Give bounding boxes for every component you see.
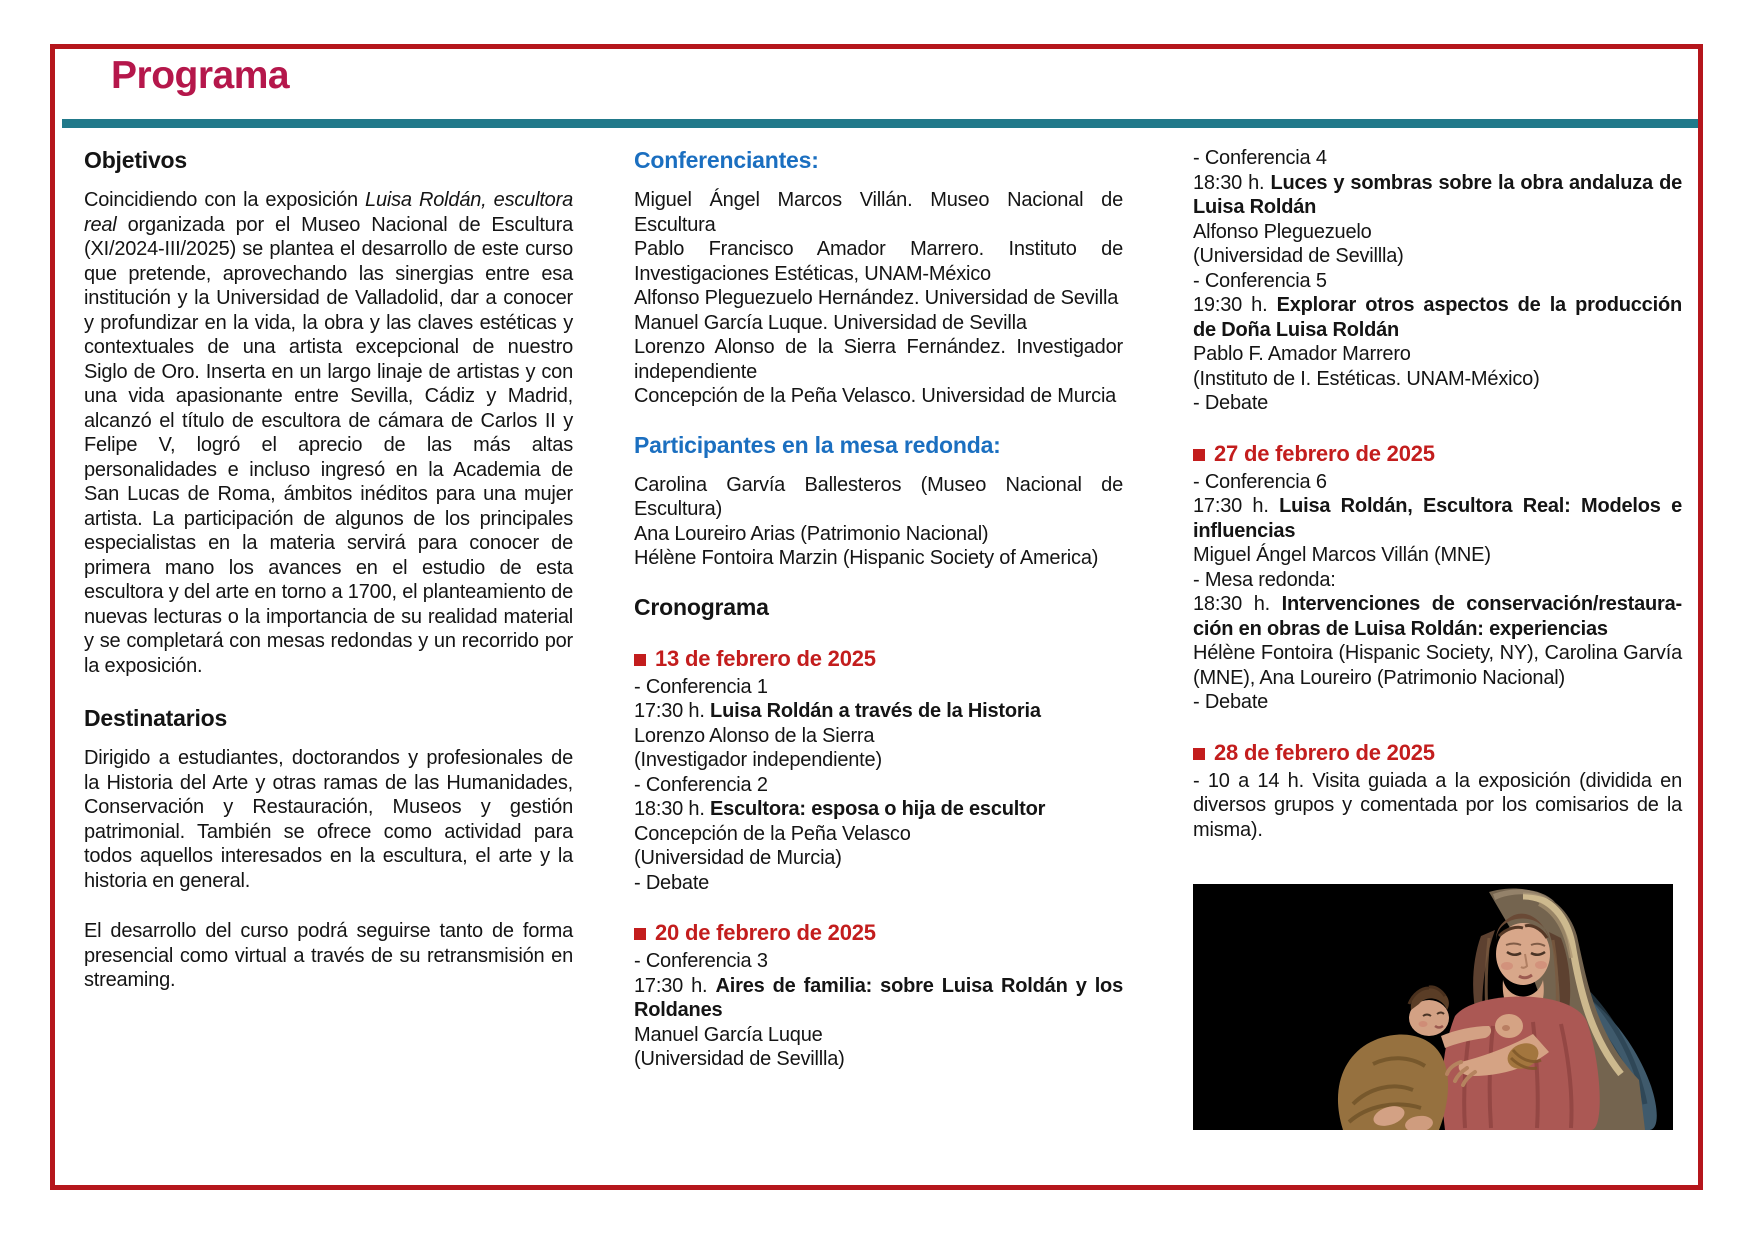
- schedule-line: [1193, 592, 1682, 641]
- section-heading-blue: Participantes en la mesa redonda:: [634, 431, 1001, 458]
- schedule-line: [634, 797, 1123, 822]
- text: (Instituto de I. Estéticas. UNAM-México): [1193, 367, 1540, 390]
- text: 18:30 h.: [1193, 171, 1271, 194]
- speaker-entry: Pablo Francisco Amador Marrero. Instituto de Investigaciones Estéticas, UNAM-México: [634, 238, 1123, 285]
- bold-text: Luces y sombras sobre la obra andaluza de Luisa Roldán: [1193, 171, 1683, 218]
- schedule-line: [1193, 494, 1682, 543]
- text: 17:30 h.: [634, 974, 716, 997]
- schedule-line: [1193, 244, 1682, 269]
- date-bullet-icon: [634, 654, 646, 666]
- schedule-line: [634, 675, 1123, 700]
- schedule-line: [1193, 220, 1682, 245]
- text: (Universidad de Sevillla): [634, 1048, 845, 1070]
- text: Alfonso Pleguezuelo: [1193, 220, 1372, 243]
- schedule-line: [634, 949, 1123, 974]
- text: 18:30 h.: [634, 798, 711, 820]
- schedule-line: [634, 871, 1123, 896]
- bold-text: Explorar otros aspectos de la producción de Doña Luisa Roldán: [1193, 294, 1682, 341]
- bold-text: Intervenciones de conservación/restaura-ción en obras de Luisa Roldán: experiencias: [1193, 593, 1683, 640]
- schedule-line: [634, 846, 1123, 871]
- schedule-line: [1193, 367, 1682, 392]
- schedule-line: [1193, 171, 1682, 220]
- text: 17:30 h.: [1193, 495, 1280, 517]
- section-heading-blue: Conferenciantes:: [634, 147, 819, 173]
- paragraph: [84, 919, 573, 993]
- column-objetivos: [84, 146, 573, 1019]
- speaker-entry: Manuel García Luque. Universidad de Sevilla: [634, 311, 1027, 334]
- section-heading: Objetivos: [84, 147, 188, 173]
- text: (Universidad de Murcia): [634, 847, 842, 869]
- date-bullet-icon: [634, 928, 646, 940]
- text: Manuel García Luque: [634, 1023, 823, 1046]
- schedule-line: [1193, 641, 1682, 690]
- date-bullet-icon: [1193, 449, 1205, 461]
- speaker-entry: Alfonso Pleguezuelo Hernández. Universidad de Sevilla: [634, 287, 1119, 309]
- speaker-entry: Hélène Fontoira Marzin (Hispanic Society of America): [634, 547, 1099, 569]
- text: Miguel Ángel Marcos Villán (MNE): [1193, 544, 1491, 566]
- schedule-line: [1193, 543, 1682, 568]
- text: Lorenzo Alonso de la Sierra: [634, 724, 875, 747]
- date-heading: 20 de febrero de 2025: [634, 919, 1123, 946]
- bold-text: Aires de familia: sobre Luisa Roldán y los Roldanes: [634, 974, 1123, 1021]
- text: - Conferencia 1: [634, 675, 768, 698]
- date-heading: 27 de febrero de 2025: [1193, 440, 1682, 467]
- schedule-line: [634, 1047, 1123, 1072]
- bold-text: Luisa Roldán a través de la Historia: [710, 700, 1041, 722]
- virgin-and-child-sculpture-photo: [1193, 884, 1673, 1130]
- date-heading: 28 de febrero de 2025: [1193, 739, 1682, 766]
- section-heading: Cronograma: [634, 593, 769, 620]
- bold-text: Escultora: esposa o hija de escultor: [710, 798, 1046, 820]
- text: - Debate: [1193, 392, 1269, 414]
- schedule-line: [1193, 391, 1682, 416]
- text: - Debate: [634, 871, 710, 894]
- text: - Conferencia 6: [1193, 470, 1327, 493]
- speaker-entry: Concepción de la Peña Velasco. Universidad de Murcia: [634, 385, 1117, 407]
- text: - Conferencia 3: [634, 950, 768, 972]
- schedule-line: [1193, 146, 1682, 171]
- column-cronograma-cont: [1193, 146, 1682, 842]
- schedule-line: [634, 822, 1123, 847]
- schedule-line: [1193, 568, 1682, 593]
- sculpture-illustration: [1193, 884, 1673, 1130]
- schedule-line: [634, 773, 1123, 798]
- text: organizada por el Museo Nacional de Escultura (XI/2024-III/2025) se plantea el desarrollo de este curso que pretende, aprovechando las sinergias entre esa institución y la Universidad de Valladolid, dar a conocer y profundizar en la vida, la obra y las claves estéticas y contextuales de una artista excepcional de nuestro Siglo de Oro. Inserta en un largo linaje de artistas y con una vida apasionante entre Sevilla, Cádiz y Madrid, alcanzó el título de escultora de cámara de Carlos II y Felipe V, logró el aprecio de las más altas personalidades e incluso ingresó en la Academia de San Lucas de Roma, ámbitos inéditos para una mujer artista. La participación de algunos de los principales especialistas en la materia servirá para conocer de primera mano los avances en el estudio de esta escultora y del arte en torno a 1700, el planteamiento de nuevas lecturas o la importancia de su realidad material y se completará con mesas redondas y un recorrido por la exposición.: [84, 213, 573, 677]
- speaker-entry: Carolina Garvía Ballesteros (Museo Nacional de Escultura): [634, 473, 1123, 520]
- date-bullet-icon: [1193, 748, 1205, 760]
- schedule-line: [1193, 769, 1682, 843]
- text: El desarrollo del curso podrá seguirse tanto de forma presencial como virtual a través de su retransmisión en streaming.: [84, 920, 573, 991]
- text: Coincidiendo con la exposición: [84, 189, 366, 211]
- page-title: Programa: [111, 54, 290, 97]
- text: (Investigador independiente): [634, 749, 882, 771]
- paragraph: [84, 746, 573, 893]
- schedule-line: [634, 748, 1123, 773]
- section-heading: Destinatarios: [84, 705, 228, 731]
- schedule-line: [1193, 342, 1682, 367]
- text: (Universidad de Sevillla): [1193, 245, 1404, 267]
- text: - Debate: [1193, 691, 1269, 713]
- schedule-line: [634, 974, 1123, 1023]
- text: - Conferencia 4: [1193, 147, 1327, 169]
- schedule-line: [1193, 690, 1682, 715]
- text: Concepción de la Peña Velasco: [634, 822, 911, 845]
- column-conferenciantes: [634, 146, 1123, 1072]
- text: 17:30 h.: [634, 700, 711, 722]
- date-heading: 13 de febrero de 2025: [634, 645, 1123, 672]
- schedule-line: [634, 724, 1123, 749]
- speaker-entry: Ana Loureiro Arias (Patrimonio Nacional): [634, 522, 989, 545]
- schedule-line: [634, 1023, 1123, 1048]
- text: - Conferencia 2: [634, 773, 768, 796]
- speaker-entry: Lorenzo Alonso de la Sierra Fernández. Investigador independiente: [634, 336, 1123, 383]
- bold-text: Luisa Roldán, Escultora Real: Modelos e influencias: [1193, 495, 1682, 542]
- text: Dirigido a estudiantes, doctorandos y profesionales de la Historia del Arte y otras ramas de las Humanidades, Conservación y Restauración, Museos y gestión patrimonial. También se ofrece como actividad para todos aquellos interesados en la escultura, el arte y la historia en general.: [84, 747, 573, 892]
- schedule-line: [1193, 470, 1682, 495]
- speaker-entry: Miguel Ángel Marcos Villán. Museo Nacional de Escultura: [634, 189, 1123, 236]
- text: Pablo F. Amador Marrero: [1193, 343, 1411, 365]
- italic-text: Luisa Roldán, escultora real: [84, 189, 573, 236]
- text: 19:30 h.: [1193, 294, 1277, 316]
- text: - Conferencia 5: [1193, 269, 1327, 292]
- paragraph: [84, 188, 573, 678]
- schedule-line: [1193, 269, 1682, 294]
- schedule-line: [634, 699, 1123, 724]
- teal-divider-rule: [62, 119, 1698, 128]
- schedule-line: [1193, 293, 1682, 342]
- text: 18:30 h.: [1193, 593, 1282, 615]
- text: Hélène Fontoira (Hispanic Society, NY), Carolina Garvía (MNE), Ana Loureiro (Patrimonio Nacional): [1193, 642, 1682, 689]
- text: - 10 a 14 h. Visita guiada a la exposición (dividida en diversos grupos y comentada por los comisarios de la misma).: [1193, 769, 1682, 841]
- text: - Mesa redonda:: [1193, 568, 1336, 591]
